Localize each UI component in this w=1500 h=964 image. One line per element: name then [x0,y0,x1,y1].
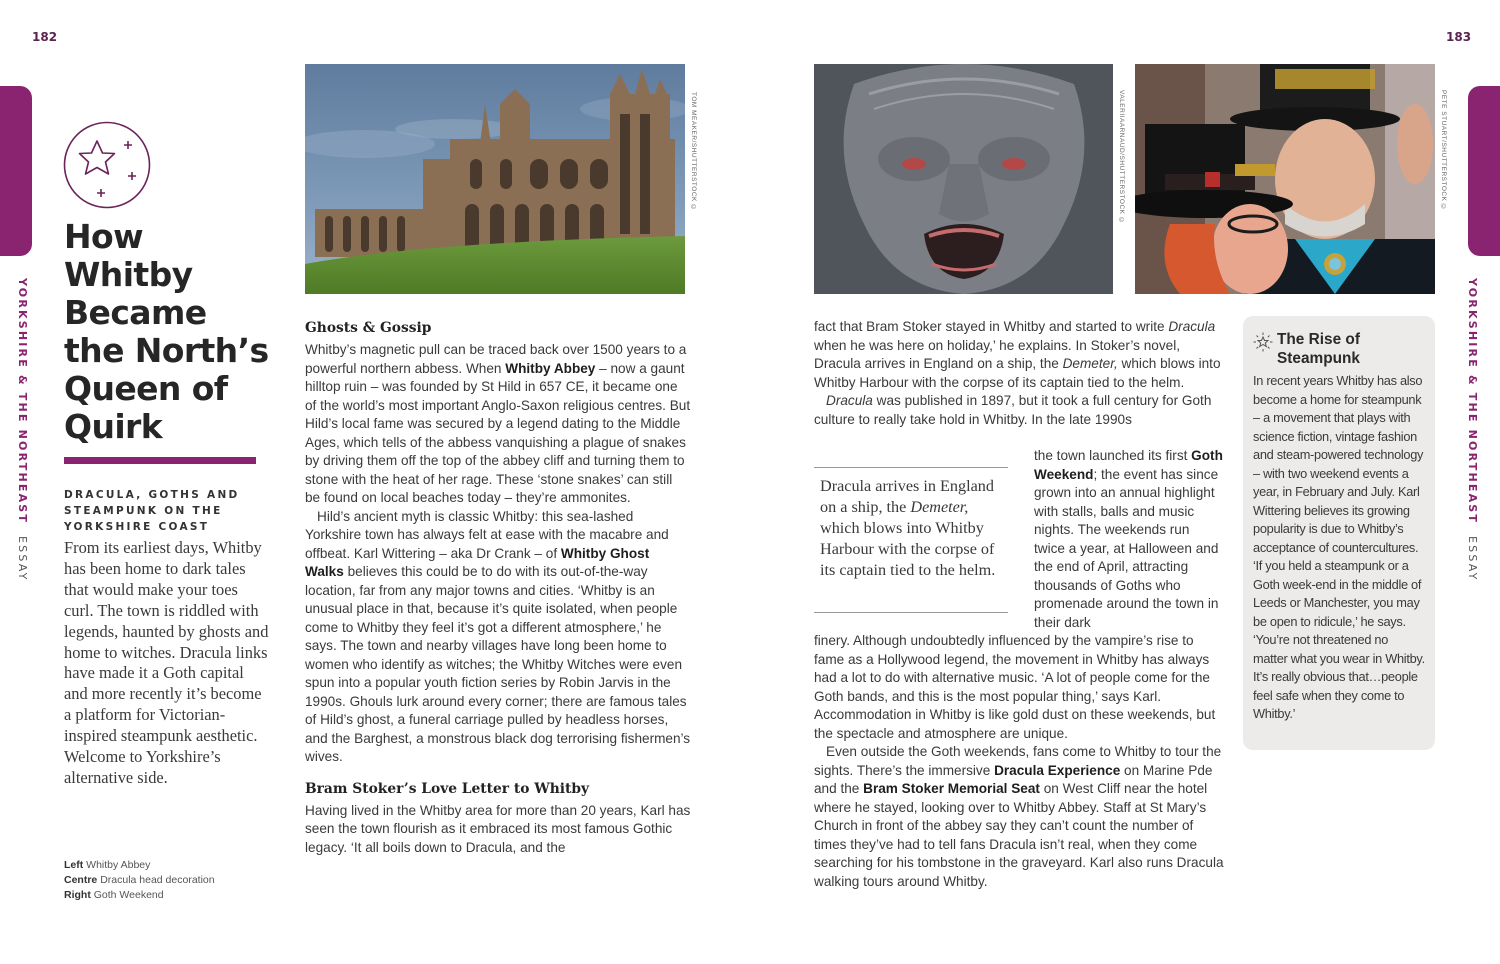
caption-position: Left [64,859,84,871]
bold-term: Whitby Ghost Walks [305,545,650,579]
paragraph: Hild’s ancient myth is classic Whitby: this sea-lashed Yorkshire town has always felt at ease with the macabre and offbeat. Karl Wittering – aka Dr Crank – of Whitby Ghost Walks believes this could be to do with its out-of-the-way location, far from any major towns and cities. ‘Whitby is an unusual place in that, because it’s quite isolated, when people come to Whitby they feel it’s got a different atmosphere,’ he says. The town and nearby villages have long been home to women who identify as witches; the Whitby Witches were even spun into a popular youth fiction series by Robin Jarvis in the 1990s. Ghouls lurk around every corner; there are famous tales of Hild’s ghost, a funeral carriage pulled by headless horses, and the Barghest, a monstrous black dog terrorising fishermen’s wives. [305,508,691,764]
standfirst: From its earliest days, Whitby has been home to dark tales that would make your toes curl. The town is riddled with legends, haunted by ghosts and home to witches. Dracula links have made it a Goth capital and more recently it’s become a platform for Victorian-inspired steampunk aesthetic. Welcome to Yorkshire’s alternative side. [64,538,269,787]
title-line: Became [64,293,207,332]
running-head-left [16,278,29,581]
photo-credit-dracula: VALERIIAARNAUD/SHUTTERSTOCK © [1118,90,1125,225]
kicker: DRACULA, GOTHS AND STEAMPUNK ON THE YORKSHIRE COAST [64,489,240,533]
paragraph: Whitby’s magnetic pull can be traced back over 1500 years to a powerful northern abbess. When Whitby Abbey – now a gaunt hilltop ruin – was founded by St Hild in 657 CE, it became one of the world’s most important Anglo-Saxon religious centres. But Hild’s local fame was secured by a legend dating to the Middle Ages, which tells of the abbess vanquishing a plague of snakes by driving them off the top of the abbey cliff and turning them to stone with the heat of her rage. These ‘stone snakes’ can still be found on local beaches today – they’re ammonites. [305,342,691,505]
bold-term: Bram Stoker Memorial Seat [863,781,1040,796]
italic-term: Dracula [826,393,873,408]
paragraph: Even outside the Goth weekends, fans come to Whitby to tour the sights. There’s the immersive Dracula Experience on Marine Pde and the Bram Stoker Memorial Seat on West Cliff near the hotel where he stayed, looking over to Whitby Abbey. Staff at St Mary’s Church in front of the abbey say they can’t count the number of times they’ve had to tell fans Dracula isn’t real, when they come searching for his tombstone in the graveyard. Karl also runs Dracula walking tours around Whitby. [814,744,1224,889]
caption-text: Goth Weekend [93,889,164,901]
page-number-left: 182 [32,30,58,44]
italic-term: Dracula [1168,319,1216,334]
caption-left [64,858,274,873]
photo-goth-weekend [1135,64,1435,294]
title-line: Queen of [64,369,228,408]
star-sparkle-icon [63,121,151,209]
body-column-2-wrap [1034,447,1224,632]
body-column-2 [814,318,1226,429]
heading-line: Steampunk [1277,350,1360,367]
photo-dracula-head [814,64,1113,294]
sidebar-steampunk [1243,316,1435,750]
title-line: the North’s [64,331,269,370]
paragraph: the town launched its first Goth Weekend; the event has since grown into an annual highlight with stalls, balls and music nights. The weekends run twice a year, at Halloween and the end of April, attracting thousands of Goths who promenade around the town in their dark [1034,448,1223,630]
paragraph: finery. Although undoubtedly influenced by the vampire’s rise to fame as a Hollywood legend, the movement in Whitby has always had a lot to do with alternative music. ‘A lot of people come for the Goth bands, and this is the most popular thing,’ says Karl. Accommodation in Whitby is like gold dust on these weekends, but the spectacle and atmosphere are unique. [814,633,1216,741]
paragraph: fact that Bram Stoker stayed in Whitby and started to write Dracula when he was here on holiday,’ he explains. In Stoker’s novel, Dracula arrives in England on a ship, the Demeter, which blows into Whitby Harbour with the corpse of its captain tied to the helm. [814,319,1221,390]
sidebar-heading-text [1277,330,1360,368]
caption-position: Right [64,889,91,901]
chapter-tab-right [1468,86,1500,256]
section-label: YORKSHIRE & THE NORTHEAST [1466,278,1479,525]
photo-whitby-abbey [305,64,685,294]
section-heading: Ghosts & Gossip [305,320,432,336]
caption-text: Whitby Abbey [86,859,151,871]
paragraph: Dracula was published in 1897, but it took a full century for Goth culture to really take hold in Whitby. In the late 1990s [814,393,1212,427]
chapter-tab-left [0,86,32,256]
sidebar-heading [1253,330,1425,368]
essay-title [64,218,284,446]
section-label: YORKSHIRE & THE NORTHEAST [16,278,29,525]
caption-text: Dracula head decoration [100,874,215,886]
title-rule [64,457,256,464]
section-type: ESSAY [1466,535,1479,582]
title-line: Quirk [64,407,163,446]
bold-term: Whitby Abbey [505,360,596,376]
paragraph: Having lived in the Whitby area for more than 20 years, Karl has seen the town flourish as it embraced its most famous Gothic legacy. ‘It all boils down to Dracula, and the [305,802,691,855]
photo-captions [64,858,274,903]
section-type: ESSAY [16,535,29,582]
heading-line: The Rise of [1277,331,1360,348]
body-column-1 [305,318,691,857]
title-line: Whitby [64,255,193,294]
page-number-right: 183 [1446,30,1472,44]
italic-term: Demeter, [1062,356,1118,371]
pull-quote: Dracula arrives in England on a ship, the Demeter, which blows into Whitby Harbour with the corpse of its captain tied to the helm. [814,467,1008,613]
sidebar-body: In recent years Whitby has also become a home for steampunk – a movement that plays with science fiction, vintage fashion and steam-powered technology – with two weekend events a year, in February and July. Karl Wittering believes its growing popularity is due to Whitby’s acceptance of countercultures. ‘If you held a steampunk or a Goth week-end in the middle of Leeds or Manchester, you may be open to ridicule,’ he says. ‘You’re not threatened no matter what you wear in Whitby. It’s really obvious that…people feel safe when they come to Whitby.’ [1253,373,1425,721]
sunburst-icon [1253,332,1273,357]
photo-credit-steampunk: PETE STUART/SHUTTERSTOCK © [1440,90,1447,212]
caption-position: Centre [64,874,98,886]
body-column-2-cont [814,632,1226,891]
italic-term: Demeter, [910,498,969,516]
section-heading: Bram Stoker’s Love Letter to Whitby [305,780,590,797]
bold-term: Dracula Experience [994,762,1121,778]
photo-credit-abbey: TOM MEAKER/SHUTTERSTOCK © [690,92,697,212]
title-line: How [64,217,143,256]
bold-term: Goth Weekend [1034,448,1223,482]
caption-right [64,888,274,903]
caption-centre [64,873,274,888]
running-head-right [1466,278,1479,581]
